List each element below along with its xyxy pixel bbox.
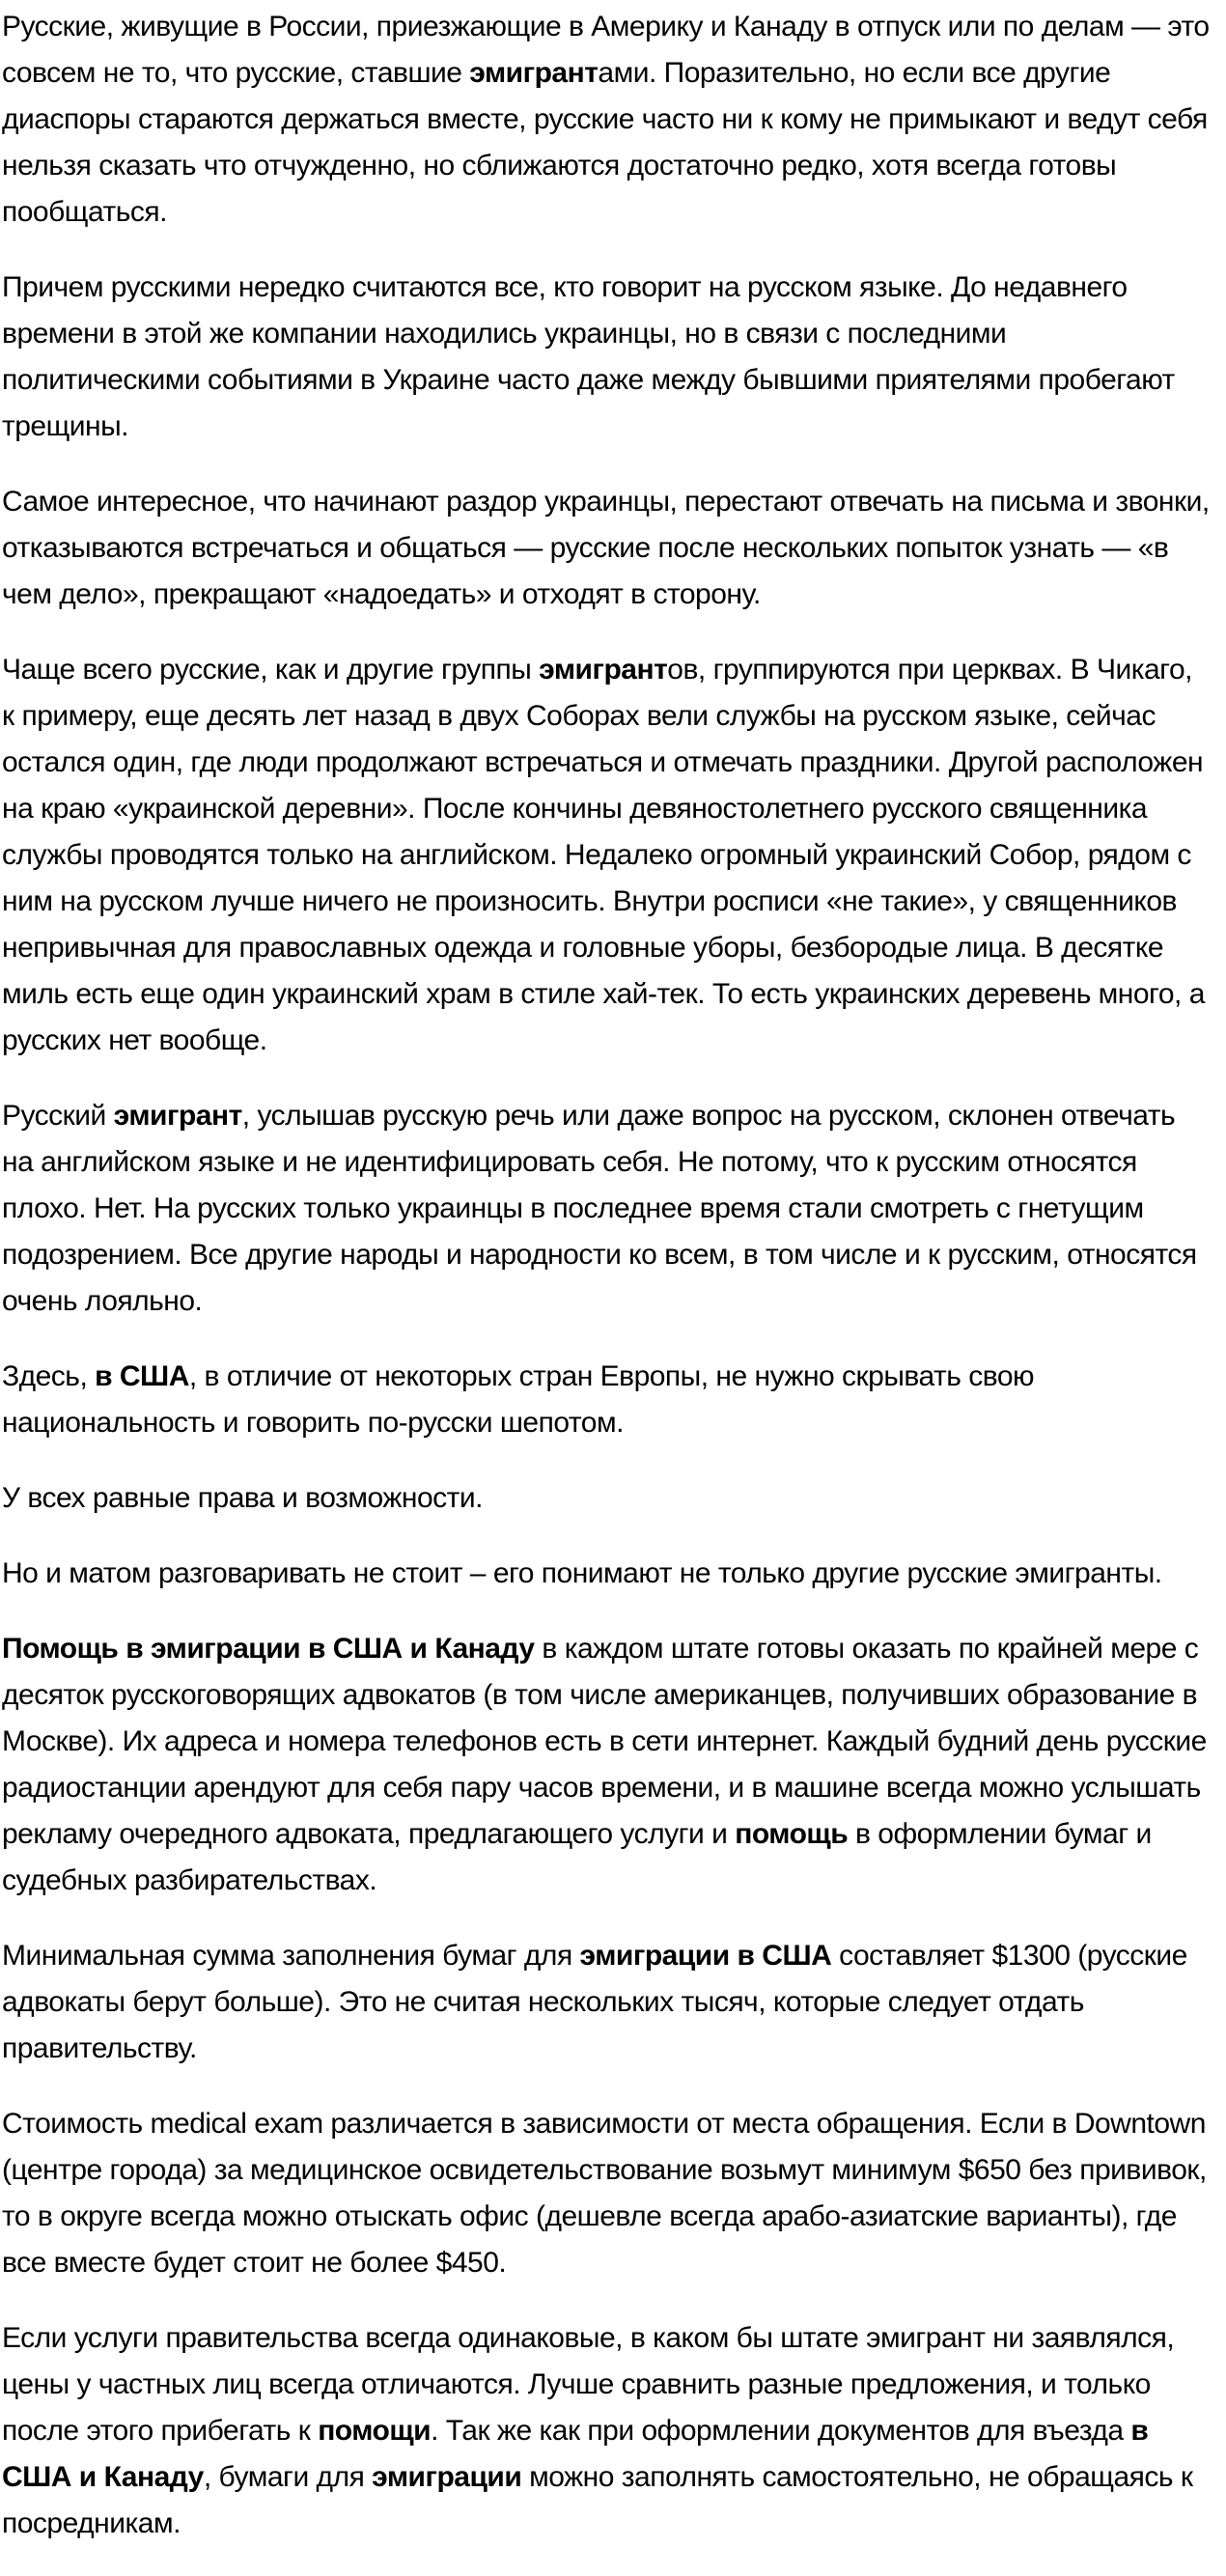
paragraph: [2, 1475, 1211, 1522]
bold-text-run: помощи: [318, 2415, 432, 2447]
text-run: Если услуги правительства всегда одинаковые, в каком бы штате эмигрант ни заявлялся, цены у частных лиц всегда отличаются. Лучше сравнить разные предложения, и только после этого прибегать к: [2, 2322, 1175, 2447]
text-run: Минимальная сумма заполнения бумаг для: [2, 1940, 580, 1972]
article-body: [2, 4, 1211, 2547]
bold-text-run: эмиграции: [372, 2461, 522, 2493]
text-run: У всех равные права и возможности.: [2, 1482, 483, 1514]
paragraph: [2, 1626, 1211, 1904]
bold-text-run: эмигрант: [469, 57, 599, 89]
text-run: Стоимость medical exam различается в зависимости от места обращения. Если в Downtown (центре города) за медицинское освидетельствование возьмут минимум $650 без прививок, то в округе всегда можно отыскать офис (дешевле всегда арабо-азиатские варианты), где все вместе будет стоит не более $450.: [2, 2108, 1207, 2279]
paragraph: [2, 1093, 1211, 1325]
paragraph: [2, 2315, 1211, 2547]
text-run: ами. Поразительно, но если все другие диаспоры стараются держаться вместе, русские часто ни к кому не примыкают и ведут себя нельзя сказать что отчужденно, но сближаются достаточно редко, хотя всегда готовы пообщаться.: [2, 57, 1208, 228]
text-run: Но и матом разговаривать не стоит – его понимают не только другие русские эмигранты.: [2, 1557, 1162, 1589]
text-run: Здесь,: [2, 1360, 96, 1392]
bold-text-run: в США: [95, 1360, 189, 1392]
paragraph: [2, 2101, 1211, 2286]
text-run: , услышав русскую речь или даже вопрос на русском, склонен отвечать на английском языке и не идентифицировать себя. Не потому, что к русским относятся плохо. Нет. На русских только украинцы в последнее время стали смотреть с гнетущим подозрением. Все другие народы и народности ко всем, в том числе и к русским, относятся очень лояльно.: [2, 1100, 1197, 1317]
text-run: Причем русскими нередко считаются все, кто говорит на русском языке. До недавнего времени в этой же компании находились украинцы, но в связи с последними политическими событиями в Украине часто даже между бывшими приятелями пробегают трещины.: [2, 271, 1175, 442]
paragraph: [2, 647, 1211, 1064]
text-run: Русский: [2, 1100, 114, 1132]
bold-text-run: Помощь в эмиграции в США и Канаду: [2, 1633, 535, 1665]
bold-text-run: эмиграции в США: [579, 1940, 832, 1972]
paragraph: [2, 479, 1211, 618]
paragraph: [2, 1354, 1211, 1446]
bold-text-run: эмигрант: [539, 654, 668, 686]
text-run: Самое интересное, что начинают раздор украинцы, перестают отвечать на письма и звонки, отказываются встречаться и общаться — русские после нескольких попыток узнать — «в чем дело», прекращают «надоедать» и отходят в сторону.: [2, 486, 1210, 610]
paragraph: [2, 1551, 1211, 1597]
paragraph: [2, 265, 1211, 450]
text-run: составляет $1300 (русские адвокаты берут больше). Это не считая нескольких тысяч, которые следует отдать правительству.: [2, 1940, 1187, 2064]
bold-text-run: в США и Канаду: [2, 2415, 1149, 2493]
text-run: в оформлении бумаг и судебных разбирательствах.: [2, 1818, 1152, 1896]
text-run: можно заполнять самостоятельно, не обращаясь к посредникам.: [2, 2461, 1193, 2539]
text-run: Чаще всего русские, как и другие группы: [2, 654, 540, 686]
text-run: . Так же как при оформлении документов для въезда: [431, 2415, 1131, 2447]
text-run: , бумаги для: [203, 2461, 373, 2493]
text-run: ов, группируются при церквах. В Чикаго, к примеру, еще десять лет назад в двух Соборах вели службы на русском языке, сейчас остался один, где люди продолжают встречаться и отмечать праздники. Другой расположен на краю «украинской деревни». После кончины девяностолетнего русского священника службы проводятся только на английском. Недалеко огромный украинский Собор, рядом с ним на русском лучше ничего не произносить. Внутри росписи «не такие», у священников непривычная для православных одежда и головные уборы, безбородые лица. В десятке миль есть еще один украинский храм в стиле хай-тек. То есть украинских деревень много, а русских нет вообще.: [2, 654, 1205, 1056]
text-run: , в отличие от некоторых стран Европы, не нужно скрывать свою национальность и говорить по-русски шепотом.: [2, 1360, 1035, 1439]
text-run: Русские, живущие в России, приезжающие в Америку и Канаду в отпуск или по делам — это совсем не то, что русские, ставшие: [2, 11, 1210, 89]
text-run: в каждом штате готовы оказать по крайней мере с десяток русскоговорящих адвокатов (в том числе американцев, получивших образование в Москве). Их адреса и номера телефонов есть в сети интернет. Каждый будний день русские радиостанции арендуют для себя пару часов времени, и в машине всегда можно услышать рекламу очередного адвоката, предлагающего услуги и: [2, 1633, 1207, 1850]
bold-text-run: эмигрант: [113, 1100, 242, 1132]
bold-text-run: помощь: [735, 1818, 849, 1850]
paragraph: [2, 4, 1211, 236]
paragraph: [2, 1933, 1211, 2072]
